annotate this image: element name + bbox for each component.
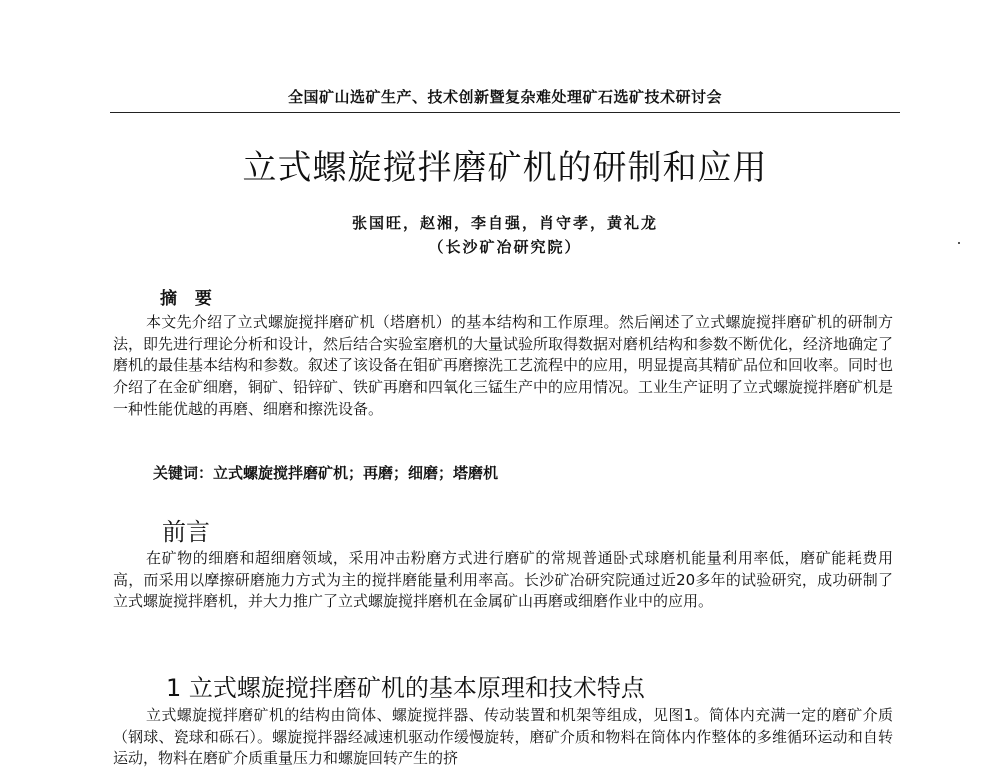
affiliation: （长沙矿冶研究院） <box>428 238 582 256</box>
preface-body: 在矿物的细磨和超细磨领域，采用冲击粉磨方式进行磨矿的常规普通卧式球磨机能量利用率低，磨矿能耗费用高，而采用以摩擦研磨施力方式为主的搅拌磨能量利用率高。长沙矿冶研究院通过近20多年的试验研究，成功研制了立式螺旋搅拌磨机，并大力推广了立式螺旋搅拌磨机在金属矿山再磨或细磨作业中的应用。 <box>113 549 893 611</box>
section-1-heading: 1 立式螺旋搅拌磨矿机的基本原理和技术特点 <box>166 674 645 702</box>
abstract-heading: 摘 要 <box>160 289 218 309</box>
section-1-body: 立式螺旋搅拌磨矿机的结构由筒体、螺旋搅拌器、传动装置和机架等组成，见图1。简体内充满一定的磨矿介质（钢球、瓷球和砾石）。螺旋搅拌器经减速机驱动作缓慢旋转，磨矿介质和物料在筒体内作整体的多维循环运动和自转运动，物料在磨矿介质重量压力和螺旋回转产生的挤 <box>113 706 893 768</box>
abstract-body: 本文先介绍了立式螺旋搅拌磨矿机（塔磨机）的基本结构和工作原理。然后阐述了立式螺旋搅拌磨矿机的研制方法，即先进行理论分析和设计，然后结合实验室磨机的大量试验所取得数据对磨机结构和参数不断优化，经济地确定了磨机的最佳基本结构和参数。叙述了该设备在钼矿再磨擦洗工艺流程中的应用，明显提高其精矿品位和回收率。同时也介绍了在金矿细磨，铜矿、铅锌矿、铁矿再磨和四氧化三锰生产中的应用情况。工业生产证明了立式螺旋搅拌磨矿机是一种性能优越的再磨、细磨和擦洗设备。 <box>113 313 894 418</box>
preface-heading: 前言 <box>162 518 210 546</box>
margin-mark <box>958 242 960 244</box>
conference-header: 全国矿山选矿生产、技术创新暨复杂难处理矿石选矿技术研讨会 <box>287 88 722 106</box>
header-rule <box>110 112 900 113</box>
paper-title: 立式螺旋搅拌磨矿机的研制和应用 <box>242 148 768 188</box>
authors: 张国旺，赵湘，李自强，肖守孝，黄礼龙 <box>351 214 658 232</box>
keywords: 关键词：立式螺旋搅拌磨矿机；再磨；细磨；塔磨机 <box>153 464 499 482</box>
